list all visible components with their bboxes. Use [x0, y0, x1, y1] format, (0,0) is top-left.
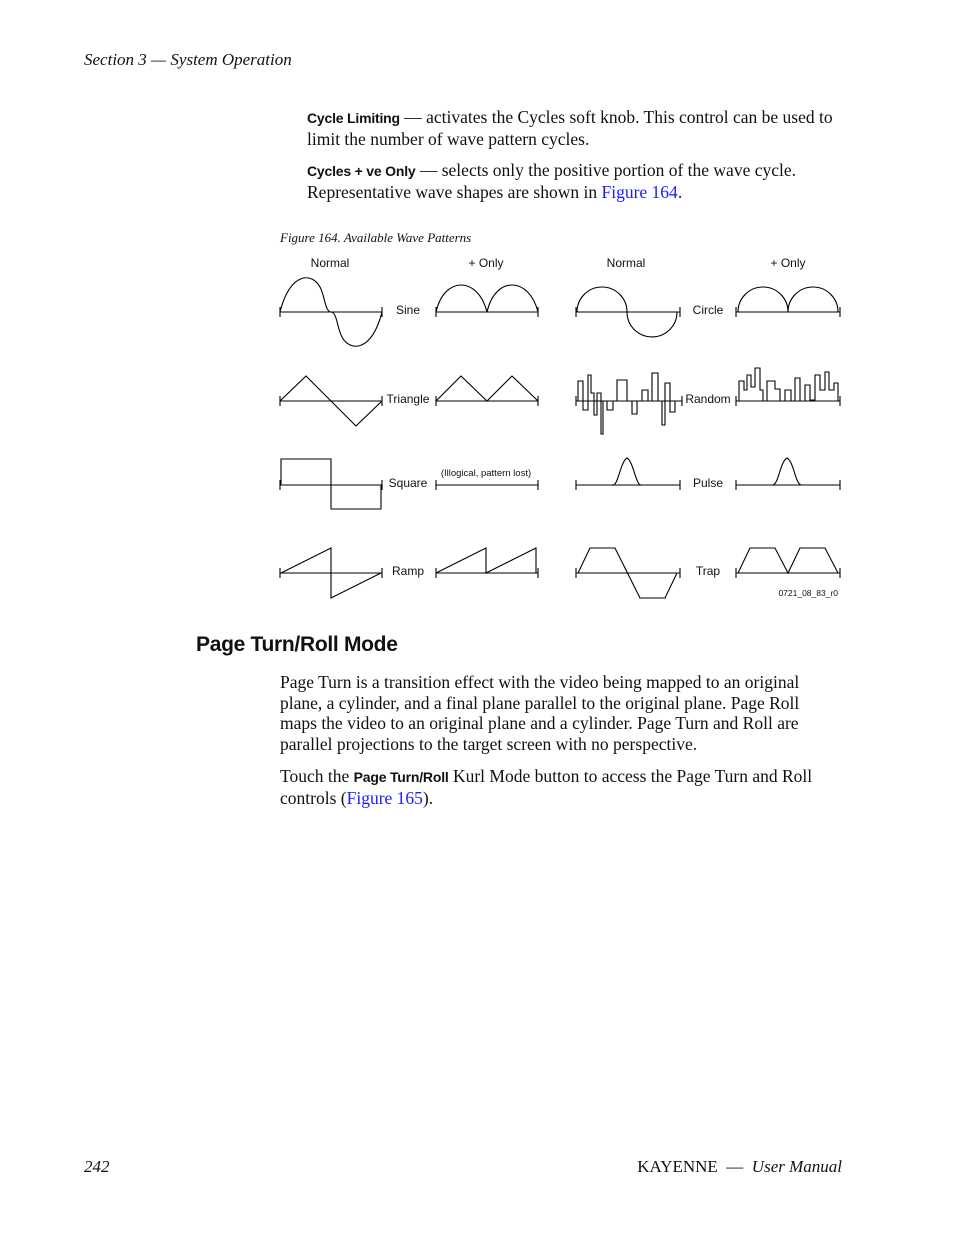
row-label-sine: Sine [395, 303, 421, 317]
sine-positive-wave [436, 285, 538, 317]
row-label-trap: Trap [695, 564, 721, 578]
wave-patterns-diagram [270, 250, 850, 610]
col-label-positive-left: + Only [468, 256, 504, 270]
ramp-normal-wave [280, 548, 382, 598]
row-label-random: Random [685, 392, 731, 406]
cycle-limiting-term: Cycle Limiting [307, 110, 400, 126]
row-label-triangle: Triangle [386, 392, 430, 406]
cycles-positive-term: Cycles + ve Only [307, 163, 416, 179]
access-text-middle: Kurl Mode button to access the Page Turn and Roll controls ( [280, 766, 813, 808]
random-positive-wave [736, 368, 840, 406]
square-positive-note: (Illogical, pattern lost) [440, 468, 532, 479]
manual-title: User Manual [751, 1157, 842, 1176]
circle-positive-wave [736, 287, 840, 317]
pulse-positive-wave [736, 458, 840, 490]
page-number: 242 [84, 1157, 110, 1176]
ramp-positive-wave [436, 548, 538, 578]
random-normal-wave [576, 373, 682, 434]
figure-164-link[interactable]: Figure 164 [601, 181, 678, 202]
circle-normal-wave [576, 287, 680, 337]
access-text-start: Touch the [280, 766, 354, 786]
cycle-limiting-paragraph [307, 107, 847, 149]
wave-patterns-figure [270, 250, 850, 614]
figure-code: 0721_08_83_r0 [778, 588, 838, 598]
cycle-limiting-text: — activates the Cycles soft knob. This control can be used to limit the number of wave pattern cycles. [307, 107, 833, 149]
footer-separator: — [717, 1157, 752, 1176]
row-label-pulse: Pulse [692, 476, 724, 490]
triangle-positive-wave [436, 376, 538, 406]
page-turn-paragraph: Page Turn is a transition effect with the video being mapped to an original plane, a cylinder, and a final plane parallel to the original plane. Page Roll maps the video to an original plane and a cylinder. Page Turn and Roll are parallel projections to the target screen with no perspective. [280, 672, 800, 754]
running-header: Section 3 — System Operation [84, 50, 292, 69]
row-label-ramp: Ramp [391, 564, 425, 578]
cycles-positive-text: — selects only the positive portion of the wave cycle. Representative wave shapes are shown in [307, 160, 797, 202]
col-label-positive-right: + Only [770, 256, 806, 270]
triangle-normal-wave [280, 376, 382, 426]
cycles-positive-end: . [677, 181, 683, 202]
figure-165-link[interactable]: Figure 165 [346, 787, 423, 808]
product-name: KAYENNE [637, 1157, 718, 1176]
page-turn-access-paragraph [280, 766, 840, 808]
col-label-normal-right: Normal [606, 256, 646, 270]
figure-caption: Figure 164. Available Wave Patterns [280, 230, 472, 245]
access-text-end: ). [422, 787, 434, 808]
square-normal-wave [280, 459, 382, 509]
trap-normal-wave [576, 548, 680, 598]
sine-normal-wave [280, 278, 382, 346]
running-footer [637, 1157, 842, 1177]
trap-positive-wave [736, 548, 840, 578]
square-positive-wave [436, 480, 538, 490]
row-label-square: Square [388, 476, 428, 490]
col-label-normal-left: Normal [310, 256, 350, 270]
pulse-normal-wave [576, 458, 680, 490]
page-turn-roll-term: Page Turn/Roll [353, 769, 449, 785]
cycles-positive-paragraph [307, 160, 847, 202]
section-heading: Page Turn/Roll Mode [196, 633, 398, 656]
row-label-circle: Circle [692, 303, 724, 317]
